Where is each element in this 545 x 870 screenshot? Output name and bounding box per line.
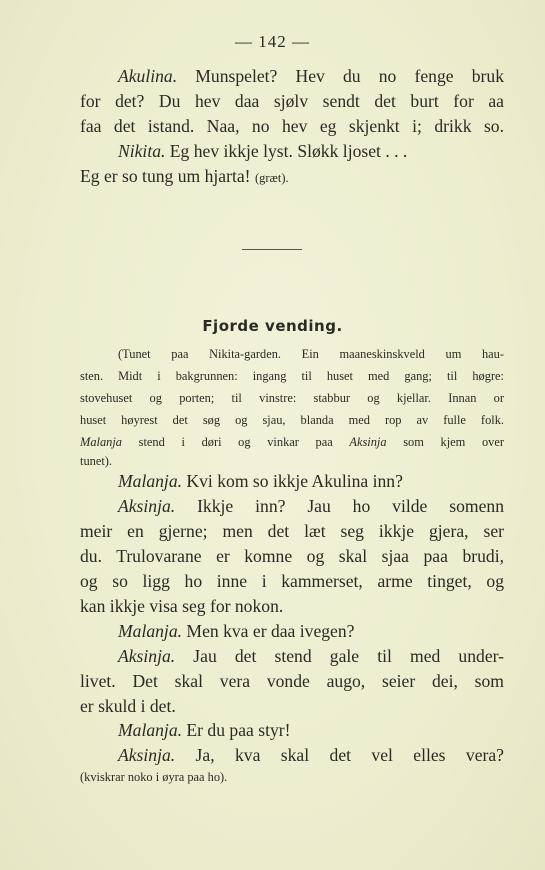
dialogue-line: er skuld i det.	[80, 696, 176, 716]
dialogue-line	[80, 644, 504, 668]
dialogue-line: du. Trulovarane er komne og skal sjaa paa brudi,	[80, 546, 504, 566]
line-text: Jau det stend gale til med under-	[175, 646, 504, 666]
dialogue-line	[80, 743, 504, 767]
speaker-name: Aksinja.	[118, 646, 176, 666]
stage-line: stovehuset og porten; til vinstre: stabbur og kjellar. Innan or	[80, 391, 504, 405]
speaker-name: Malanja.	[118, 471, 183, 491]
line-text: Men kva er daa ivegen?	[182, 621, 355, 641]
speaker-name: Nikita.	[118, 141, 166, 161]
stage-note-line: (kviskrar noko i øyra paa ho).	[80, 770, 228, 784]
line-text: Ikkje inn? Jau ho vilde somenn	[175, 496, 504, 516]
speaker-name: Aksinja	[349, 435, 387, 449]
stage-line	[80, 432, 504, 452]
line-text: Eg er so tung um hjarta!	[80, 166, 251, 186]
dialogue-line	[80, 469, 504, 493]
dialogue-line	[80, 718, 504, 742]
text-line: faa det istand. Naa, no hev eg skjenkt i; drikk so.	[80, 116, 504, 136]
stage-line: huset høyrest det søg og sjau, blanda med rop av fulle folk.	[80, 413, 504, 427]
line-text: stend i døri og vinkar paa	[122, 435, 350, 449]
dialogue-line: meir en gjerne; men det læt seg ikkje gjera, ser	[80, 521, 504, 541]
text-line: for det? Du hev daa sjølv sendt det burt for aa	[80, 91, 504, 111]
text-line	[80, 164, 504, 190]
speaker-name: Aksinja.	[118, 745, 176, 765]
section-divider	[242, 249, 302, 250]
dialogue-line: og so ligg ho inne i kammerset, arme tinget, og	[80, 571, 504, 591]
speaker-name: Akulina.	[118, 66, 178, 86]
line-text: Kvi kom so ikkje Akulina inn?	[182, 471, 403, 491]
stage-note: (græt).	[254, 171, 289, 185]
speaker-name: Aksinja.	[118, 496, 176, 516]
line-text: (Tunet paa Nikita-garden. Ein maaneskinskveld um hau-	[118, 347, 504, 361]
line-text: Munspelet? Hev du no fenge bruk	[177, 66, 504, 86]
text-line	[80, 139, 504, 163]
text-line	[80, 64, 504, 88]
line-text: Eg hev ikkje lyst. Sløkk ljoset . . .	[165, 141, 408, 161]
speaker-name: Malanja.	[118, 621, 183, 641]
speaker-name: Malanja.	[118, 720, 183, 740]
scene-heading: Fjorde vending.	[202, 317, 343, 335]
stage-line: tunet).	[80, 454, 112, 468]
dialogue-line	[80, 494, 504, 518]
dialogue-line: kan ikkje visa seg for nokon.	[80, 596, 284, 616]
stage-line: sten. Midt i bakgrunnen: ingang til huset med gang; til høgre:	[80, 369, 504, 383]
page-number: — 142 —	[235, 32, 310, 51]
stage-line	[80, 344, 504, 364]
dialogue-line: livet. Det skal vera vonde augo, seier dei, som	[80, 671, 504, 691]
line-text: Er du paa styr!	[182, 720, 291, 740]
line-text: som kjem over	[386, 435, 504, 449]
line-text: Ja, kva skal det vel elles vera?	[175, 745, 504, 765]
speaker-name: Malanja	[80, 435, 122, 449]
dialogue-line	[80, 619, 504, 643]
